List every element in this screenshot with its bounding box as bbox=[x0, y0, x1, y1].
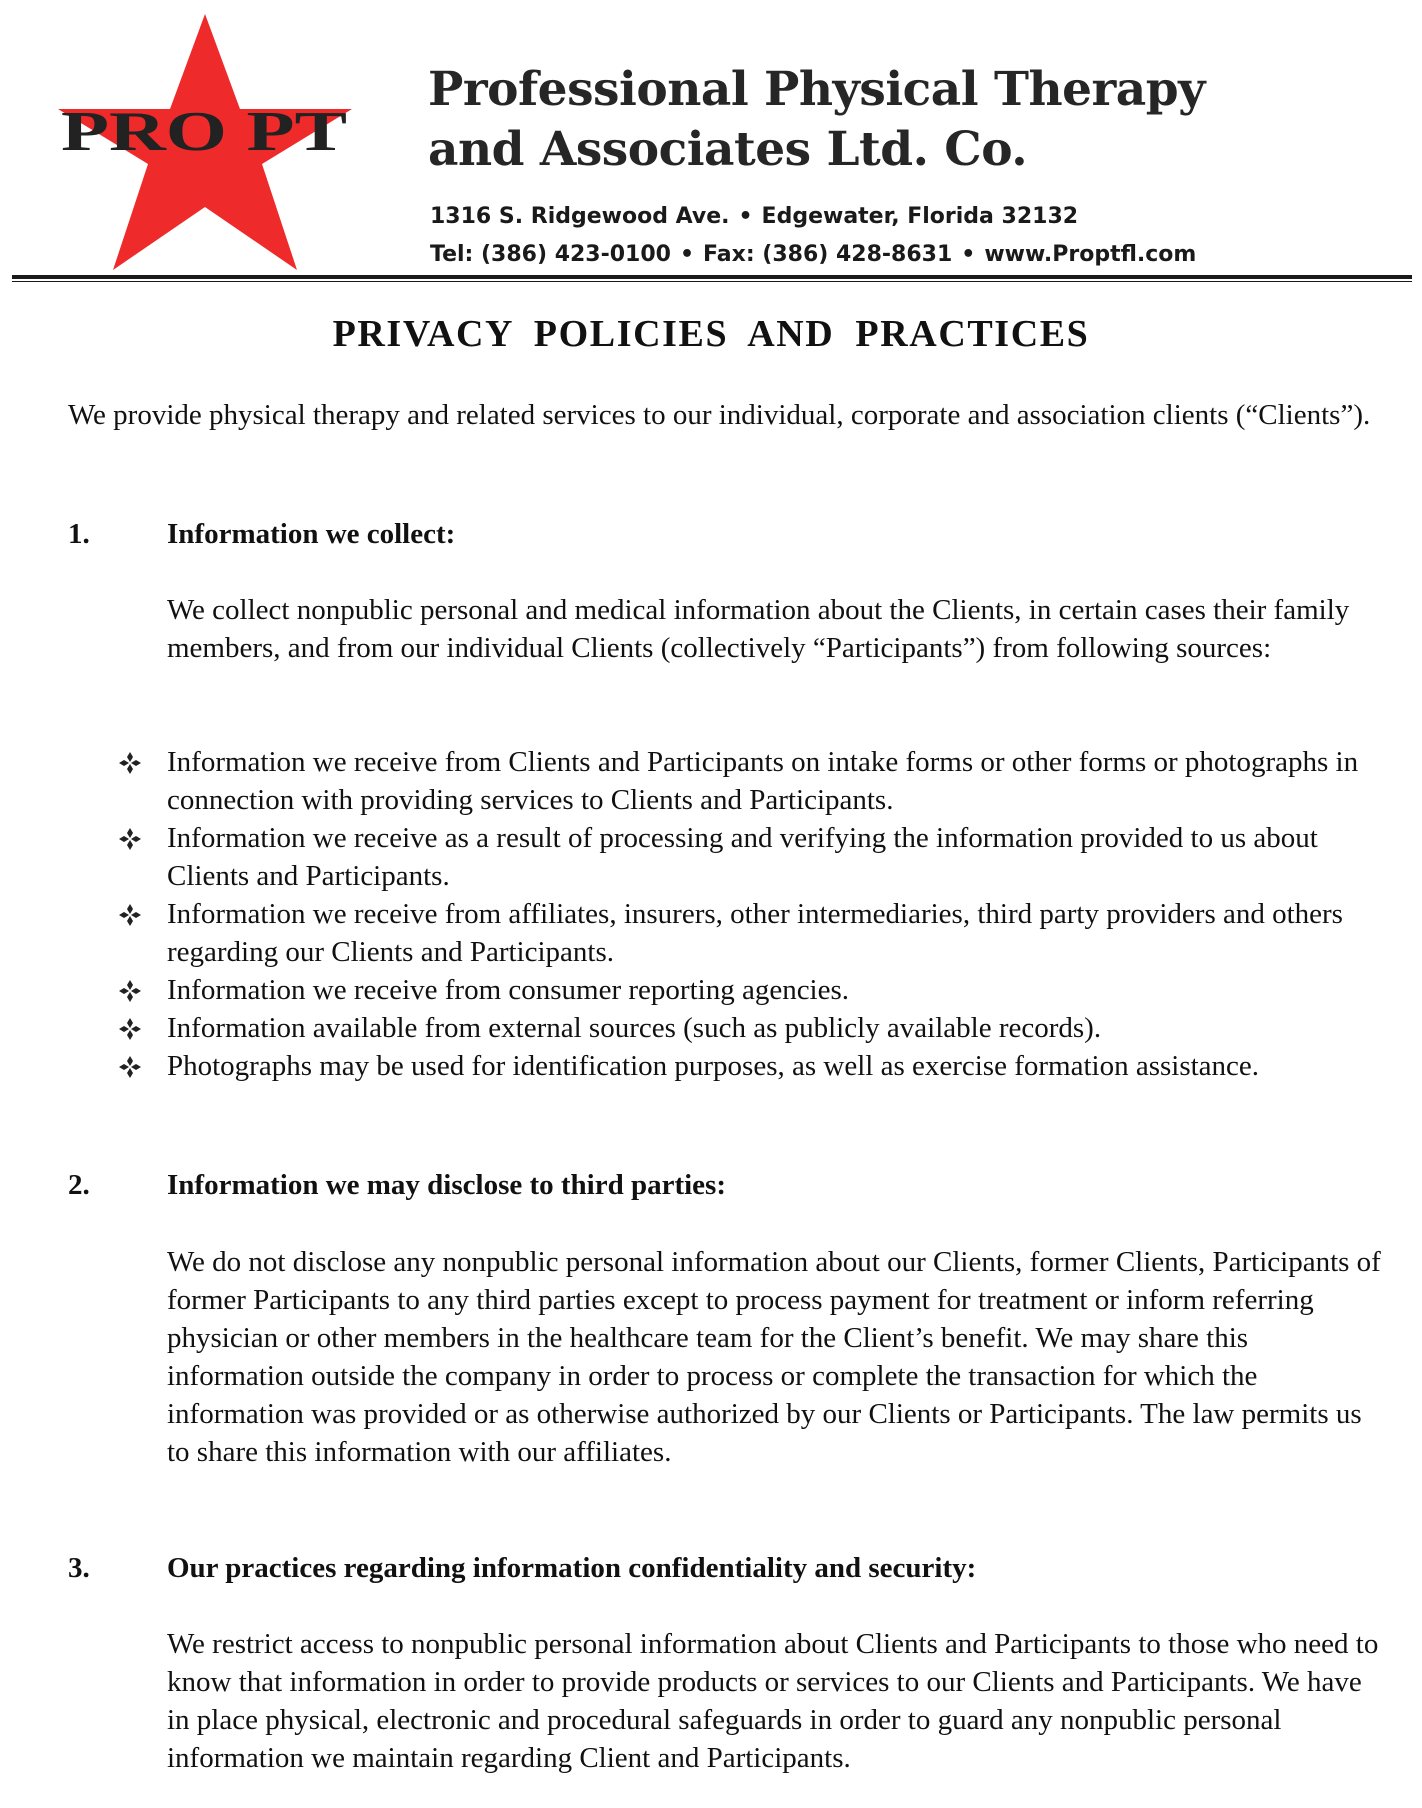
section-number: 2. bbox=[68, 1169, 90, 1201]
diamond-bullet-icon bbox=[118, 1055, 142, 1079]
list-item bbox=[118, 971, 1383, 1009]
document-title: PRIVACY POLICIES AND PRACTICES bbox=[332, 313, 1090, 355]
section-3-paragraph: We restrict access to nonpublic personal information about Clients and Participants to those who need to know that information in order to provide products or services to our Clients and Participants. We have in place physical, electronic and procedural safeguards in order to guard any nonpublic personal information we maintain regarding Client and Participants. bbox=[167, 1628, 1379, 1774]
list-item bbox=[118, 895, 1383, 971]
list-item-text: Information we receive from affiliates, insurers, other intermediaries, third party providers and others regarding our Clients and Participants. bbox=[167, 898, 1343, 968]
list-item-text: Information we receive from Clients and Participants on intake forms or other forms or photographs in connection with providing services to Clients and Participants. bbox=[167, 746, 1359, 816]
header-divider bbox=[12, 275, 1412, 279]
diamond-bullet-icon bbox=[118, 1017, 142, 1041]
section-heading-text: Our practices regarding information confidentiality and security: bbox=[167, 1552, 977, 1584]
diamond-bullet-icon bbox=[118, 827, 142, 851]
contact-block bbox=[430, 198, 1196, 274]
diamond-bullet-icon bbox=[118, 979, 142, 1003]
company-name bbox=[428, 60, 1205, 180]
address-city: Edgewater, Florida 32132 bbox=[761, 204, 1079, 229]
website-link[interactable]: www.Proptfl.com bbox=[984, 242, 1197, 267]
list-item-text: Information available from external sources (such as publicly available records). bbox=[167, 1012, 1102, 1044]
list-item bbox=[118, 819, 1383, 895]
list-item-text: Information we receive as a result of processing and verifying the information provided to us about Clients and Participants. bbox=[167, 822, 1318, 892]
section-number: 3. bbox=[68, 1552, 90, 1584]
telephone: Tel: (386) 423-0100 bbox=[430, 242, 671, 267]
separator-dot: • bbox=[679, 242, 695, 267]
list-item bbox=[118, 1047, 1383, 1085]
company-name-line-2: and Associates Ltd. Co. bbox=[428, 122, 1028, 177]
list-item-text: Information we receive from consumer reporting agencies. bbox=[167, 974, 850, 1006]
section-heading-text: Information we may disclose to third parties: bbox=[167, 1169, 727, 1201]
pro-pt-star-logo bbox=[54, 12, 354, 274]
section-heading-text: Information we collect: bbox=[167, 518, 456, 550]
section-2-paragraph: We do not disclose any nonpublic personal information about our Clients, former Clients, Participants of former Participants to any third parties except to process payment for treatment or inform referring physician or other members in the healthcare team for the Client’s benefit. We may share this information outside the company in order to process or complete the transaction for which the information was provided or as otherwise authorized by our Clients or Participants. The law permits us to share this information with our affiliates. bbox=[167, 1246, 1381, 1468]
intro-paragraph: We provide physical therapy and related services to our individual, corporate and association clients (“Clients”). bbox=[68, 399, 1371, 431]
address-street: 1316 S. Ridgewood Ave. bbox=[430, 204, 730, 229]
phone-line bbox=[430, 236, 1196, 274]
separator-dot: • bbox=[961, 242, 976, 267]
logo-text: PRO PT bbox=[61, 101, 347, 163]
list-item-text: Photographs may be used for identification purposes, as well as exercise formation assistance. bbox=[167, 1050, 1260, 1082]
fax: Fax: (386) 428-8631 bbox=[703, 242, 953, 267]
section-1-paragraph: We collect nonpublic personal and medical information about the Clients, in certain cases their family members, and from our individual Clients (collectively “Participants”) from following sources: bbox=[167, 594, 1350, 664]
header-divider-thin bbox=[12, 281, 1412, 282]
list-item bbox=[118, 1009, 1383, 1047]
separator-dot: • bbox=[738, 204, 753, 229]
information-sources-list bbox=[118, 743, 1383, 1085]
section-number: 1. bbox=[68, 518, 90, 550]
address-line bbox=[430, 198, 1196, 236]
company-name-line-1: Professional Physical Therapy bbox=[428, 62, 1205, 117]
list-item bbox=[118, 743, 1383, 819]
diamond-bullet-icon bbox=[118, 903, 142, 927]
diamond-bullet-icon bbox=[118, 751, 142, 775]
